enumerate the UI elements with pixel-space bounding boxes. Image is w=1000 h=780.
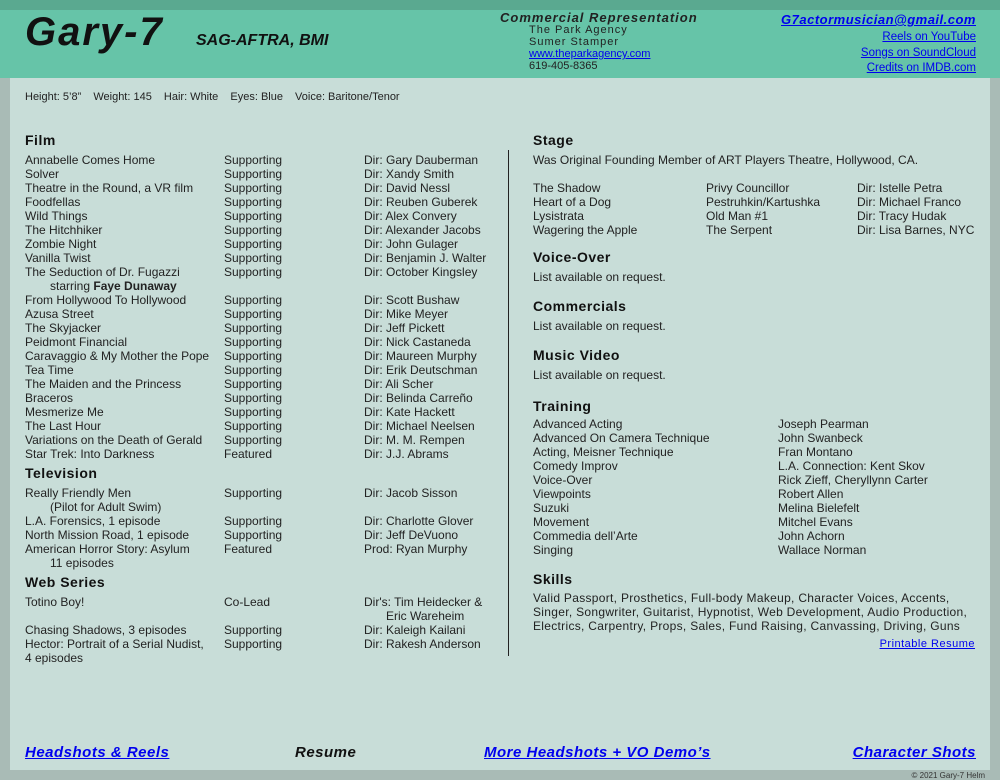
credit-cell-2: Supporting xyxy=(224,363,283,377)
credit-cell-1: Viewpoints xyxy=(533,487,591,501)
stat-voice: Voice: Baritone/Tenor xyxy=(295,91,400,103)
credit-row xyxy=(533,195,983,209)
credit-cell-3: Dir: Maureen Murphy xyxy=(364,349,477,363)
credit-cell-2: Supporting xyxy=(224,405,283,419)
credit-cell-3: Dir: Alexander Jacobs xyxy=(364,223,481,237)
credit-note-text: Eric Wareheim xyxy=(386,609,465,623)
credit-cell-2: Supporting xyxy=(224,486,283,500)
credit-cell-3: Dir: Ali Scher xyxy=(364,377,434,391)
credit-cell-1: Tea Time xyxy=(25,363,74,377)
credit-row xyxy=(25,405,505,419)
nav-headshots-reels[interactable]: Headshots & Reels xyxy=(25,744,170,761)
credit-cell-2: Supporting xyxy=(224,223,283,237)
agent-name: Sumer Stamper xyxy=(529,36,620,48)
credit-cell-3: Dir: J.J. Abrams xyxy=(364,447,449,461)
credit-cell-1: The Maiden and the Princess xyxy=(25,377,182,391)
credit-row xyxy=(25,181,505,195)
credit-row xyxy=(533,529,983,543)
credit-row xyxy=(533,515,983,529)
television-list xyxy=(25,486,505,570)
credit-row xyxy=(25,349,505,363)
credit-cell-1: Hector: Portrait of a Serial Nudist, xyxy=(25,637,204,651)
credit-cell-2: Supporting xyxy=(224,391,283,405)
credit-cell-3: Dir: Benjamin J. Walter xyxy=(364,251,487,265)
credit-row xyxy=(533,459,983,473)
nav-more-headshots[interactable]: More Headshots + VO Demo’s xyxy=(484,744,711,761)
television-heading: Television xyxy=(25,465,98,481)
credit-cell-2: L.A. Connection: Kent Skov xyxy=(778,459,925,473)
credit-row xyxy=(25,419,505,433)
credit-cell-2: Fran Montano xyxy=(778,445,853,459)
credit-cell-2: Pestruhkin/Kartushka xyxy=(706,195,821,209)
stage-list xyxy=(533,181,983,237)
credit-cell-2: Supporting xyxy=(224,237,283,251)
credit-row xyxy=(25,447,505,461)
skills-line: Valid Passport, Prosthetics, Full-body Makeup, Character Voices, Accents, xyxy=(533,591,950,605)
credit-cell-1: Commedia dell’Arte xyxy=(533,529,638,543)
credit-cell-2: Supporting xyxy=(224,307,283,321)
stat-eyes: Eyes: Blue xyxy=(230,91,283,103)
credit-cell-2: Supporting xyxy=(224,167,283,181)
credit-cell-1: Vanilla Twist xyxy=(25,251,91,265)
credit-row xyxy=(25,195,505,209)
copyright: © 2021 Gary-7 Helm xyxy=(911,771,985,780)
actor-name: Gary-7 xyxy=(25,10,164,54)
credit-cell-2: Supporting xyxy=(224,265,283,279)
nav-character-shots[interactable]: Character Shots xyxy=(852,744,976,761)
credit-cell-1: L.A. Forensics, 1 episode xyxy=(25,514,161,528)
credit-cell-2: Supporting xyxy=(224,419,283,433)
credit-cell-1: American Horror Story: Asylum xyxy=(25,542,190,556)
film-list xyxy=(25,153,505,461)
credit-cell-3: Dir: Jeff Pickett xyxy=(364,321,445,335)
credit-row xyxy=(25,209,505,223)
credit-cell-2: Supporting xyxy=(224,623,283,637)
credit-cell-2: Supporting xyxy=(224,195,283,209)
agency-phone: 619-405-8365 xyxy=(529,60,598,72)
credit-note xyxy=(25,609,505,623)
credit-cell-2: Supporting xyxy=(224,349,283,363)
credit-row xyxy=(533,181,983,195)
credit-cell-2: Supporting xyxy=(224,335,283,349)
credit-cell-1: Movement xyxy=(533,515,590,529)
training-heading: Training xyxy=(533,398,592,414)
credit-cell-2: Supporting xyxy=(224,293,283,307)
credit-row xyxy=(25,237,505,251)
skills-line: Singer, Songwriter, Guitarist, Hypnotist, Web Development, Audio Production, xyxy=(533,605,968,619)
credit-note-text: 4 episodes xyxy=(25,651,84,665)
credit-cell-2: John Achorn xyxy=(778,529,845,543)
credit-cell-2: John Swanbeck xyxy=(778,431,863,445)
credit-cell-1: Advanced Acting xyxy=(533,417,623,431)
credit-cell-3: Dir: Michael Franco xyxy=(857,195,962,209)
film-heading: Film xyxy=(25,132,56,148)
credit-cell-2: Old Man #1 xyxy=(706,209,769,223)
credit-row xyxy=(25,637,505,651)
credit-cell-3: Dir: Nick Castaneda xyxy=(364,335,471,349)
credit-cell-3: Dir: Rakesh Anderson xyxy=(364,637,481,651)
rep-heading: Commercial Representation xyxy=(500,10,698,25)
credit-row xyxy=(25,595,505,609)
email-link[interactable]: G7actormusician@gmail.com xyxy=(781,12,976,27)
web-series-heading: Web Series xyxy=(25,574,106,590)
credit-cell-1: Solver xyxy=(25,167,60,181)
credit-cell-1: Singing xyxy=(533,543,574,557)
credit-note-text: (Pilot for Adult Swim) xyxy=(50,500,162,514)
credit-row xyxy=(25,335,505,349)
credit-row xyxy=(533,417,983,431)
credit-cell-1: Really Friendly Men xyxy=(25,486,132,500)
credit-cell-1: Azusa Street xyxy=(25,307,94,321)
agency-website-link[interactable]: www.theparkagency.com xyxy=(529,48,651,60)
credit-note xyxy=(25,500,505,514)
footer-nav xyxy=(25,744,976,764)
credit-cell-3: Dir: M. M. Rempen xyxy=(364,433,465,447)
credit-cell-3: Dir: Michael Neelsen xyxy=(364,419,475,433)
union-affiliations: SAG-AFTRA, BMI xyxy=(196,32,329,49)
credit-cell-1: From Hollywood To Hollywood xyxy=(25,293,187,307)
physical-stats xyxy=(25,91,409,103)
credit-cell-3: Dir: Reuben Guberek xyxy=(364,195,478,209)
credit-row xyxy=(25,433,505,447)
credit-cell-1: Foodfellas xyxy=(25,195,81,209)
note-star: Faye Dunaway xyxy=(93,279,177,293)
credit-row xyxy=(25,321,505,335)
credit-cell-2: Robert Allen xyxy=(778,487,844,501)
credit-cell-3: Dir: Tracy Hudak xyxy=(857,209,947,223)
credit-cell-3: Dir: Erik Deutschman xyxy=(364,363,478,377)
credit-cell-3: Prod: Ryan Murphy xyxy=(364,542,468,556)
right-column xyxy=(533,132,983,650)
credit-note-text: 11 episodes xyxy=(50,556,114,570)
credit-cell-3: Dir: Belinda Carreño xyxy=(364,391,473,405)
credit-cell-2: Supporting xyxy=(224,153,283,167)
credit-cell-1: Advanced On Camera Technique xyxy=(533,431,710,445)
credit-cell-2: Mitchel Evans xyxy=(778,515,853,529)
credit-cell-2: Supporting xyxy=(224,433,283,447)
credit-cell-2: Joseph Pearman xyxy=(778,417,869,431)
contact-links xyxy=(781,12,976,77)
credit-row xyxy=(25,391,505,405)
credit-cell-3: Dir: Gary Dauberman xyxy=(364,153,479,167)
credit-cell-3: Dir: Mike Meyer xyxy=(364,307,449,321)
note-starring: starring xyxy=(50,279,91,293)
credit-row xyxy=(533,209,983,223)
credit-row xyxy=(25,363,505,377)
credit-cell-1: Wagering the Apple xyxy=(533,223,638,237)
commercial-representation xyxy=(500,12,698,72)
skills-line: Electrics, Carpentry, Props, Sales, Fund Raising, Canvassing, Driving, Guns xyxy=(533,619,961,633)
credit-row xyxy=(25,251,505,265)
credit-cell-3: Dir: David Nessl xyxy=(364,181,451,195)
credit-row xyxy=(25,167,505,181)
imdb-link[interactable]: Credits on IMDB.com xyxy=(866,62,976,75)
credit-cell-1: The Hitchhiker xyxy=(25,223,103,237)
credit-cell-2: Supporting xyxy=(224,637,283,651)
credit-cell-1: Mesmerize Me xyxy=(25,405,104,419)
credit-cell-3: Dir: Kaleigh Kailani xyxy=(364,623,466,637)
credit-row xyxy=(25,223,505,237)
voice-over-text: List available on request. xyxy=(533,270,666,284)
credit-cell-1: The Shadow xyxy=(533,181,601,195)
credit-cell-3: Dir: John Gulager xyxy=(364,237,459,251)
credit-cell-3: Dir: October Kingsley xyxy=(364,265,478,279)
credit-row xyxy=(533,543,983,557)
credit-cell-3: Dir: Lisa Barnes, NYC xyxy=(857,223,975,237)
credit-cell-1: Annabelle Comes Home xyxy=(25,153,156,167)
credit-cell-1: Totino Boy! xyxy=(25,595,85,609)
credit-row xyxy=(25,293,505,307)
credit-cell-1: Caravaggio & My Mother the Pope xyxy=(25,349,210,363)
nav-resume-current: Resume xyxy=(295,744,357,761)
credit-cell-3: Dir: Istelle Petra xyxy=(857,181,943,195)
credit-cell-2: Wallace Norman xyxy=(778,543,867,557)
credit-cell-1: Chasing Shadows, 3 episodes xyxy=(25,623,187,637)
credit-cell-1: Voice-Over xyxy=(533,473,593,487)
credit-cell-3: Dir: Xandy Smith xyxy=(364,167,455,181)
top-band xyxy=(0,0,1000,10)
credit-cell-2: The Serpent xyxy=(706,223,773,237)
credit-cell-2: Supporting xyxy=(224,321,283,335)
agency-name: The Park Agency xyxy=(529,24,628,36)
credit-cell-2: Supporting xyxy=(224,377,283,391)
credit-note xyxy=(25,556,505,570)
credit-cell-2: Supporting xyxy=(224,251,283,265)
credit-cell-2: Co-Lead xyxy=(224,595,271,609)
credit-cell-2: Supporting xyxy=(224,181,283,195)
fugazzi-note xyxy=(25,279,505,293)
credit-row xyxy=(533,473,983,487)
credit-row xyxy=(533,431,983,445)
credit-row xyxy=(533,223,983,237)
credit-cell-1: Suzuki xyxy=(533,501,570,515)
credit-cell-2: Rick Zieff, Cheryllynn Carter xyxy=(778,473,928,487)
credit-cell-1: Acting, Meisner Technique xyxy=(533,445,674,459)
credit-cell-1: North Mission Road, 1 episode xyxy=(25,528,190,542)
commercials-text: List available on request. xyxy=(533,319,666,333)
credit-cell-2: Melina Bielefelt xyxy=(778,501,860,515)
credit-row xyxy=(25,623,505,637)
credit-cell-1: Theatre in the Round, a VR film xyxy=(25,181,194,195)
music-video-text: List available on request. xyxy=(533,368,666,382)
credit-cell-1: Braceros xyxy=(25,391,74,405)
credit-row xyxy=(533,445,983,459)
credit-cell-2: Supporting xyxy=(224,209,283,223)
credit-cell-3: Dir: Jacob Sisson xyxy=(364,486,458,500)
soundcloud-link[interactable]: Songs on SoundCloud xyxy=(860,46,976,59)
stage-intro: Was Original Founding Member of ART Players Theatre, Hollywood, CA. xyxy=(533,153,919,167)
credit-row xyxy=(25,307,505,321)
credit-row xyxy=(25,377,505,391)
credit-cell-3: Dir: Jeff DeVuono xyxy=(364,528,459,542)
credit-row xyxy=(25,265,505,279)
credit-cell-3: Dir's: Tim Heidecker & xyxy=(364,595,483,609)
credit-row xyxy=(25,528,505,542)
credit-cell-1: Zombie Night xyxy=(25,237,97,251)
youtube-link[interactable]: Reels on YouTube xyxy=(882,30,976,43)
credit-row xyxy=(25,514,505,528)
credit-cell-3: Dir: Scott Bushaw xyxy=(364,293,460,307)
stat-hair: Hair: White xyxy=(163,91,219,103)
music-video-heading: Music Video xyxy=(533,347,620,363)
credit-cell-1: Lysistrata xyxy=(533,209,584,223)
credit-row xyxy=(25,153,505,167)
column-divider xyxy=(508,150,509,656)
credit-row xyxy=(25,542,505,556)
credit-cell-1: The Last Hour xyxy=(25,419,102,433)
left-column xyxy=(25,132,505,665)
stat-height: Height: 5’8” xyxy=(25,91,82,103)
credit-cell-3: Dir: Alex Convery xyxy=(364,209,457,223)
credit-cell-1: Variations on the Death of Gerald xyxy=(25,433,203,447)
credit-cell-1: Star Trek: Into Darkness xyxy=(25,447,155,461)
training-list xyxy=(533,417,983,557)
credit-cell-2: Privy Councillor xyxy=(706,181,790,195)
credit-cell-2: Supporting xyxy=(224,514,283,528)
web-series-list xyxy=(25,595,505,665)
stat-weight: Weight: 145 xyxy=(93,91,152,103)
voice-over-heading: Voice-Over xyxy=(533,249,611,265)
credit-cell-3: Dir: Charlotte Glover xyxy=(364,514,474,528)
credit-cell-2: Featured xyxy=(224,447,273,461)
credit-cell-3: Dir: Kate Hackett xyxy=(364,405,455,419)
credit-cell-1: The Seduction of Dr. Fugazzi xyxy=(25,265,180,279)
credit-cell-1: Comedy Improv xyxy=(533,459,618,473)
credit-row xyxy=(25,486,505,500)
skills-heading: Skills xyxy=(533,571,573,587)
credit-cell-2: Supporting xyxy=(224,528,283,542)
printable-resume-link[interactable]: Printable Resume xyxy=(879,638,975,650)
bottom-bar xyxy=(0,770,1000,780)
credit-cell-1: Wild Things xyxy=(25,209,88,223)
credit-cell-1: The Skyjacker xyxy=(25,321,102,335)
credit-cell-2: Featured xyxy=(224,542,273,556)
commercials-heading: Commercials xyxy=(533,298,627,314)
credit-cell-1: Heart of a Dog xyxy=(533,195,612,209)
credit-cell-1: Peidmont Financial xyxy=(25,335,128,349)
credit-row xyxy=(533,501,983,515)
stage-heading: Stage xyxy=(533,132,574,148)
credit-row xyxy=(533,487,983,501)
credit-note xyxy=(25,651,505,665)
